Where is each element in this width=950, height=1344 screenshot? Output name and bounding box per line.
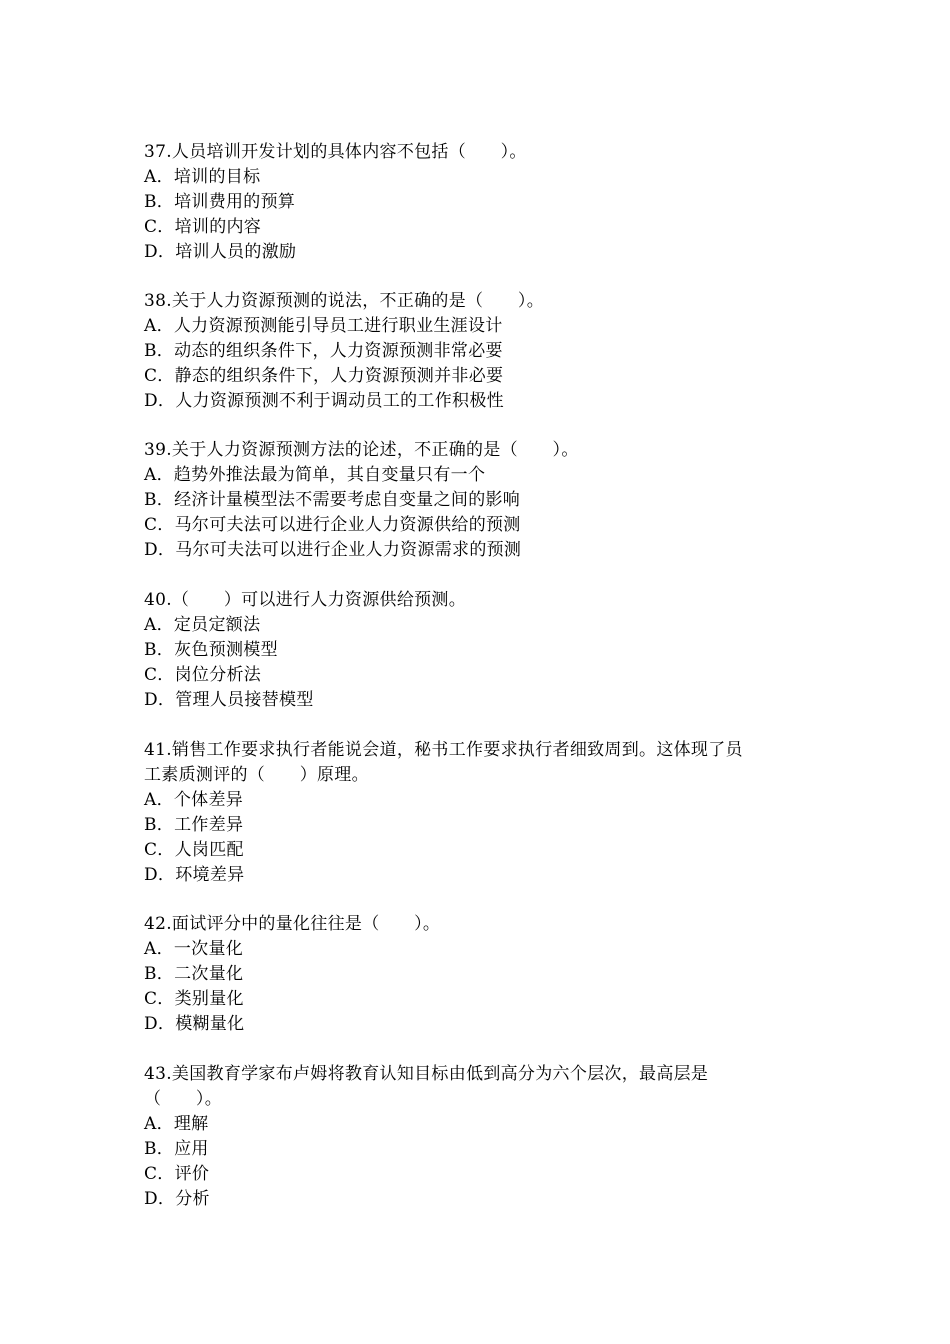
- option-c: C．马尔可夫法可以进行企业人力资源供给的预测: [144, 515, 521, 535]
- option-d: D．人力资源预测不利于调动员工的工作积极性: [144, 391, 504, 411]
- question-40: [144, 588, 824, 713]
- option-b: B．经济计量模型法不需要考虑自变量之间的影响: [144, 490, 521, 510]
- option-d: D．环境差异: [144, 865, 245, 885]
- option-c: C．静态的组织条件下，人力资源预测并非必要: [144, 366, 504, 386]
- option-d: D．分析: [144, 1189, 210, 1209]
- question-39: [144, 438, 824, 563]
- question-stem: 37.人员培训开发计划的具体内容不包括（ ）。: [144, 142, 527, 162]
- question-stem: 38.关于人力资源预测的说法，不正确的是（ ）。: [144, 291, 545, 311]
- option-d: D．培训人员的激励: [144, 242, 297, 262]
- option-b: B．工作差异: [144, 815, 244, 835]
- option-d: D．模糊量化: [144, 1014, 245, 1034]
- option-a: A．一次量化: [144, 939, 244, 959]
- question-42: [144, 912, 824, 1037]
- option-b: B．动态的组织条件下，人力资源预测非常必要: [144, 341, 503, 361]
- option-b: B．灰色预测模型: [144, 640, 278, 660]
- question-41: [144, 738, 824, 888]
- question-stem-line-2: 工素质测评的（ ）原理。: [144, 765, 369, 785]
- question-stem: 40.（ ）可以进行人力资源供给预测。: [144, 590, 467, 610]
- option-b: B．培训费用的预算: [144, 192, 296, 212]
- option-a: A．个体差异: [144, 790, 244, 810]
- question-43: [144, 1062, 824, 1212]
- option-c: C．岗位分析法: [144, 665, 262, 685]
- option-c: C．类别量化: [144, 989, 244, 1009]
- option-b: B．应用: [144, 1139, 209, 1159]
- question-38: [144, 289, 824, 414]
- question-stem-line-2: （ ）。: [144, 1089, 222, 1109]
- question-stem-line-1: 41.销售工作要求执行者能说会道，秘书工作要求执行者细致周到。这体现了员: [144, 740, 743, 760]
- question-stem-line-1: 43.美国教育学家布卢姆将教育认知目标由低到高分为六个层次，最高层是: [144, 1064, 709, 1084]
- option-c: C．培训的内容: [144, 217, 262, 237]
- option-a: A．培训的目标: [144, 167, 261, 187]
- option-b: B．二次量化: [144, 964, 244, 984]
- option-a: A．趋势外推法最为简单，其自变量只有一个: [144, 465, 486, 485]
- question-37: [144, 140, 824, 265]
- option-c: C．评价: [144, 1164, 210, 1184]
- option-a: A．人力资源预测能引导员工进行职业生涯设计: [144, 316, 503, 336]
- question-stem: 39.关于人力资源预测方法的论述，不正确的是（ ）。: [144, 440, 579, 460]
- option-d: D．马尔可夫法可以进行企业人力资源需求的预测: [144, 540, 522, 560]
- option-a: A．定员定额法: [144, 615, 261, 635]
- option-d: D．管理人员接替模型: [144, 690, 314, 710]
- option-a: A．理解: [144, 1114, 209, 1134]
- option-c: C．人岗匹配: [144, 840, 244, 860]
- question-stem: 42.面试评分中的量化往往是（ ）。: [144, 914, 441, 934]
